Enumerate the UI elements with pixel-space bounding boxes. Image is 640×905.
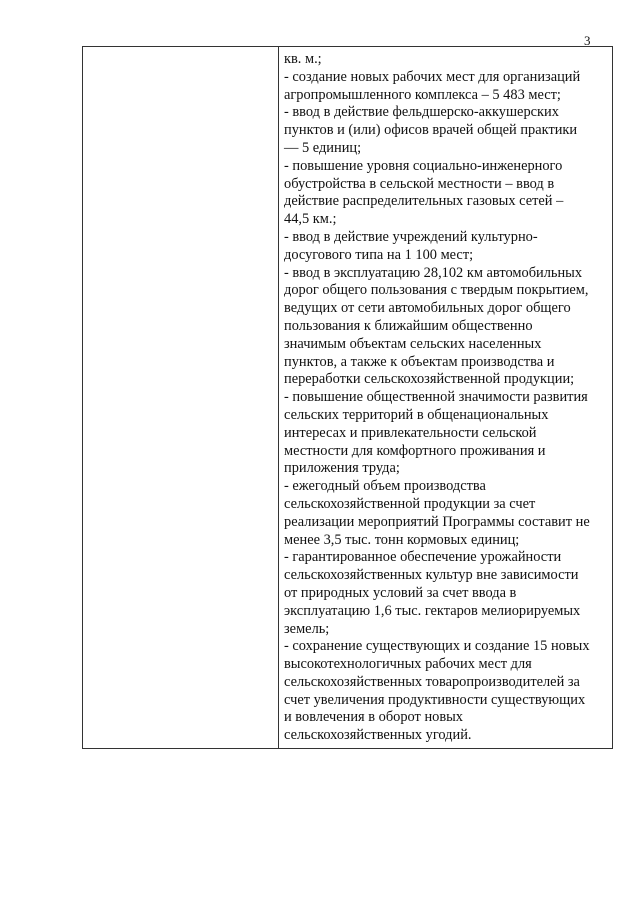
text-line: значимым объектам сельских населенных (284, 335, 542, 352)
text-line: - ввод в действие фельдшерско-аккушерских (284, 104, 559, 121)
text-line: действие распределительных газовых сетей – (284, 193, 564, 210)
text-line: сельских территорий в общенациональных (284, 406, 549, 423)
text-line: интересах и привлекательности сельской (284, 424, 537, 441)
text-line: кв. м.; (284, 51, 322, 67)
table-cell-right (279, 47, 613, 749)
text-line: переработки сельскохозяйственной продукции; (284, 371, 575, 388)
text-line: сельскохозяйственных товаропроизводителей за (284, 673, 580, 690)
text-line: - ежегодный объем производства (284, 478, 486, 495)
text-line: счет увеличения продуктивности существующих (284, 691, 586, 708)
text-line: обустройства в сельской местности – ввод в (284, 175, 555, 192)
text-line: - повышение общественной значимости развития (284, 389, 588, 406)
document-table (82, 46, 613, 749)
text-line: досугового типа на 1 100 мест; (284, 246, 474, 263)
text-line: - ввод в действие учреждений культурно- (284, 228, 538, 245)
text-line: от природных условий за счет ввода в (284, 584, 517, 601)
text-line: пунктов, а также к объектам производства и (284, 353, 555, 370)
text-line: 44,5 км.; (284, 211, 337, 228)
text-line: - гарантированное обеспечение урожайности (284, 549, 562, 566)
text-line: земель; (284, 620, 330, 637)
table-row (83, 47, 613, 749)
text-line: и вовлечения в оборот новых (284, 709, 463, 726)
text-line: приложения труда; (284, 460, 400, 477)
text-line: дорог общего пользования с твердым покрытием, (284, 282, 589, 299)
table-cell-left (83, 47, 279, 749)
text-line: местности для комфортного проживания и (284, 442, 546, 459)
text-line: пунктов и (или) офисов врачей общей практики (284, 122, 578, 139)
text-line: реализации мероприятий Программы составит не (284, 513, 590, 530)
text-line: сельскохозяйственных культур вне зависимости (284, 567, 579, 584)
text-line: - создание новых рабочих мест для организаций (284, 68, 581, 85)
cell-text-block (284, 51, 610, 745)
text-line: менее 3,5 тыс. тонн кормовых единиц; (284, 531, 520, 548)
text-line: агропромышленного комплекса – 5 483 мест; (284, 86, 561, 103)
page-number: 3 (584, 33, 591, 48)
text-line: сельскохозяйственной продукции за счет (284, 495, 536, 512)
text-line: - сохранение существующих и создание 15 новых (284, 638, 590, 655)
text-line: эксплуатацию 1,6 тыс. гектаров мелиорируемых (284, 602, 581, 619)
text-line: сельскохозяйственных угодий. (284, 727, 472, 744)
text-line: - повышение уровня социально-инженерного (284, 157, 563, 174)
text-line: пользования к ближайшим общественно (284, 317, 533, 334)
text-line: - ввод в эксплуатацию 28,102 км автомобильных (284, 264, 583, 281)
text-line: — 5 единиц; (284, 139, 362, 156)
text-line: ведущих от сети автомобильных дорог общего (284, 300, 571, 317)
text-line: высокотехнологичных рабочих мест для (284, 656, 532, 673)
